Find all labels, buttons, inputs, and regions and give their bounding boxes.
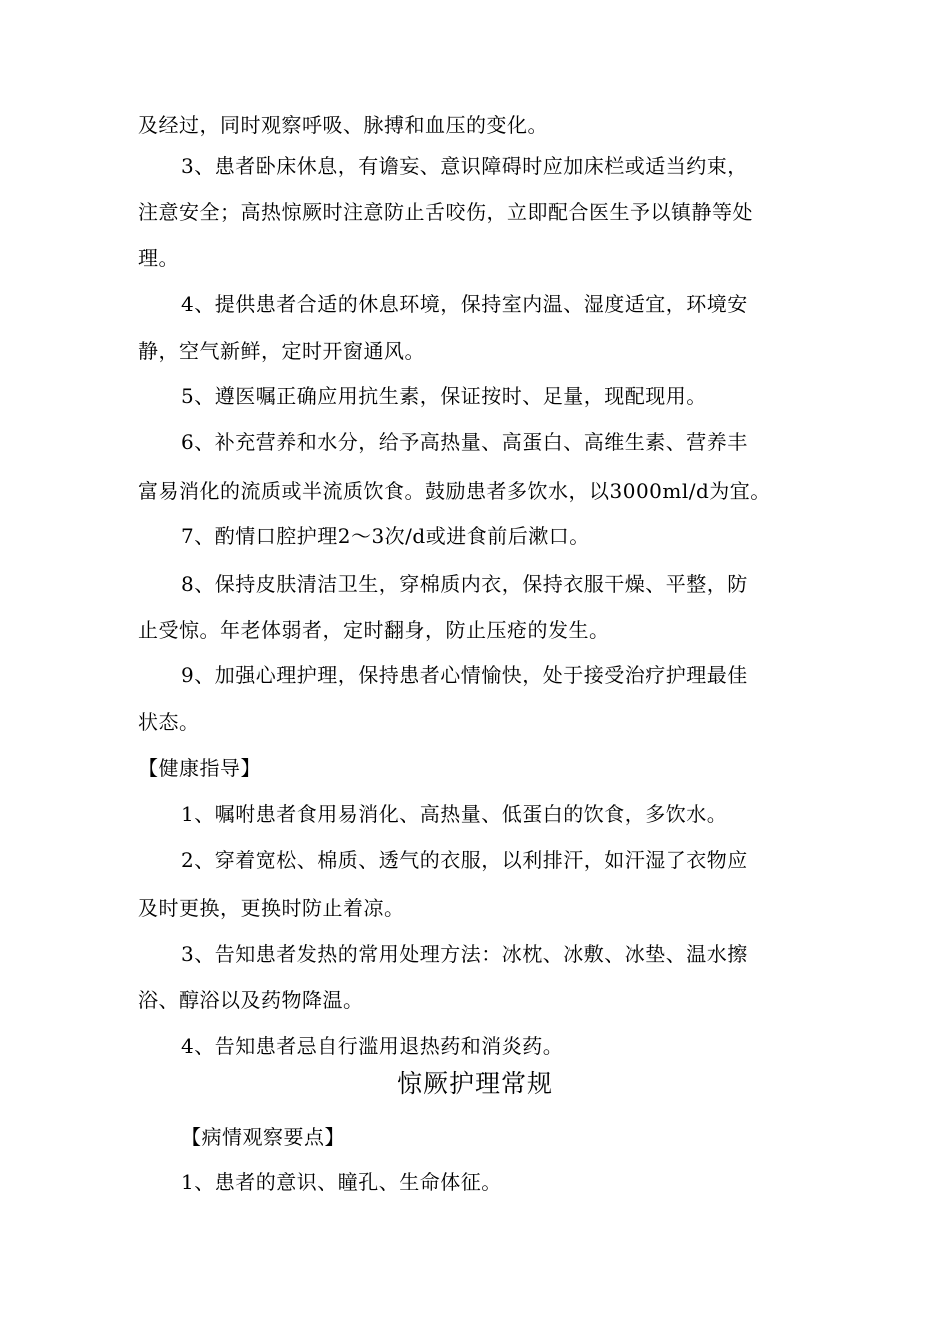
- text-line: 浴、醇浴以及药物降温。: [138, 988, 364, 1012]
- text-line: 7、酌情口腔护理2〜3次/d或进食前后漱口。: [181, 524, 590, 548]
- text-line: 5、遵医嘱正确应用抗生素，保证按时、足量，现配现用。: [181, 384, 707, 408]
- page-title: 惊厥护理常规: [396, 1069, 553, 1098]
- text-line: 富易消化的流质或半流质饮食。鼓励患者多饮水，以3000ml/d为宜。: [138, 479, 771, 503]
- text-line: 1、患者的意识、瞳孔、生命体征。: [181, 1170, 502, 1194]
- text-line: 9、加强心理护理，保持患者心情愉快，处于接受治疗护理最佳: [181, 663, 748, 687]
- text-line: 6、补充营养和水分，给予高热量、高蛋白、高维生素、营养丰: [181, 430, 748, 454]
- text-line: 3、告知患者发热的常用处理方法：冰枕、冰敷、冰垫、温水擦: [181, 942, 748, 966]
- text-line: 状态。: [138, 710, 200, 734]
- text-line: 1、嘱咐患者食用易消化、高热量、低蛋白的饮食，多饮水。: [181, 802, 728, 826]
- text-line: 4、告知患者忌自行滥用退热药和消炎药。: [181, 1034, 564, 1058]
- text-line: 注意安全；高热惊厥时注意防止舌咬伤，立即配合医生予以镇静等处: [138, 200, 753, 224]
- text-line: 及经过，同时观察呼吸、脉搏和血压的变化。: [138, 113, 548, 137]
- text-line: 2、穿着宽松、棉质、透气的衣服，以利排汗，如汗湿了衣物应: [181, 848, 748, 872]
- text-line: 止受惊。年老体弱者，定时翻身，防止压疮的发生。: [138, 618, 610, 642]
- section-heading: 【健康指导】: [138, 756, 261, 780]
- text-line: 8、保持皮肤清洁卫生，穿棉质内衣，保持衣服干燥、平整，防: [181, 572, 748, 596]
- text-line: 理。: [138, 246, 179, 270]
- text-line: 3、患者卧床休息，有谵妄、意识障碍时应加床栏或适当约束，: [181, 154, 748, 178]
- text-line: 4、提供患者合适的休息环境，保持室内温、湿度适宜，环境安: [181, 292, 748, 316]
- text-line: 及时更换，更换时防止着凉。: [138, 896, 405, 920]
- section-heading: 【病情观察要点】: [181, 1125, 345, 1149]
- text-line: 静，空气新鲜，定时开窗通风。: [138, 339, 425, 363]
